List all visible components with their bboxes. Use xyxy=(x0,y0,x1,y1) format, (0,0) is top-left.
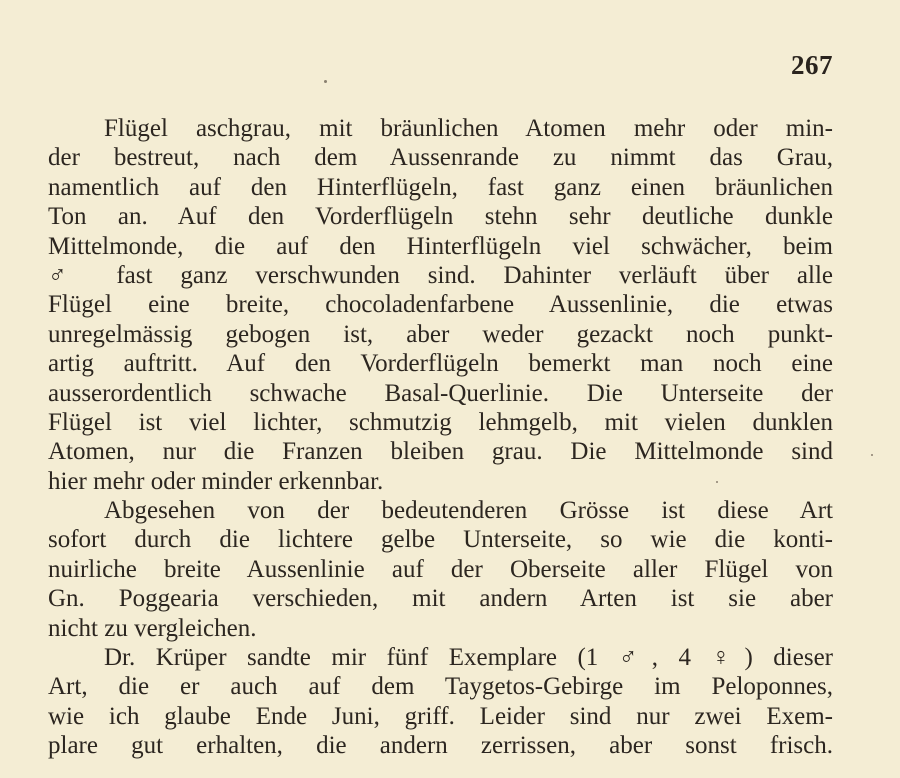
text-line: ausserordentlich schwache Basal-Querlinie. Die Unterseite der xyxy=(48,379,833,407)
paper-speck xyxy=(324,80,327,83)
text-line: nicht zu vergleichen. xyxy=(48,614,257,642)
text-line: Art, die er auch auf dem Taygetos-Gebirge im Peloponnes, xyxy=(48,673,833,701)
paper-speck xyxy=(871,454,873,456)
text-line: Flügel eine breite, chocoladenfarbene Aussenlinie, die etwas xyxy=(48,291,833,319)
text-line: nuirliche breite Aussenlinie auf der Oberseite aller Flügel von xyxy=(48,555,833,583)
text-line: unregelmässig gebogen ist, aber weder gezackt noch punkt- xyxy=(48,320,833,348)
text-line: wie ich glaube Ende Juni, griff. Leider sind nur zwei Exem- xyxy=(48,702,833,730)
text-line: Gn. Poggearia verschieden, mit andern Arten ist sie aber xyxy=(48,585,833,613)
text-line: namentlich auf den Hinterflügeln, fast ganz einen bräunlichen xyxy=(48,173,833,201)
text-line: Flügel ist viel lichter, schmutzig lehmgelb, mit vielen dunklen xyxy=(48,408,833,436)
page-number: 267 xyxy=(791,50,833,80)
text-line: ♂ fast ganz verschwunden sind. Dahinter verläuft über alle xyxy=(48,261,833,289)
text-line: hier mehr oder minder erkennbar. xyxy=(48,467,384,495)
text-line: plare gut erhalten, die andern zerrissen, aber sonst frisch. xyxy=(48,732,833,760)
body-text xyxy=(48,114,833,761)
text-line: Mittelmonde, die auf den Hinterflügeln viel schwächer, beim xyxy=(48,232,833,260)
text-line: Abgesehen von der bedeutenderen Grösse ist diese Art xyxy=(104,497,833,525)
text-line: sofort durch die lichtere gelbe Unterseite, so wie die konti- xyxy=(48,526,833,554)
text-line: artig auftritt. Auf den Vorderflügeln bemerkt man noch eine xyxy=(48,350,833,378)
text-line: Ton an. Auf den Vorderflügeln stehn sehr deutliche dunkle xyxy=(48,203,833,231)
text-line: der bestreut, nach dem Aussenrande zu nimmt das Grau, xyxy=(48,144,833,172)
text-line: Flügel aschgrau, mit bräunlichen Atomen mehr oder min- xyxy=(104,115,833,142)
text-line: Atomen, nur die Franzen bleiben grau. Die Mittelmonde sind xyxy=(48,438,833,466)
text-line: Dr. Krüper sandte mir fünf Exemplare (1 ♂, 4 ♀) dieser xyxy=(104,644,833,672)
